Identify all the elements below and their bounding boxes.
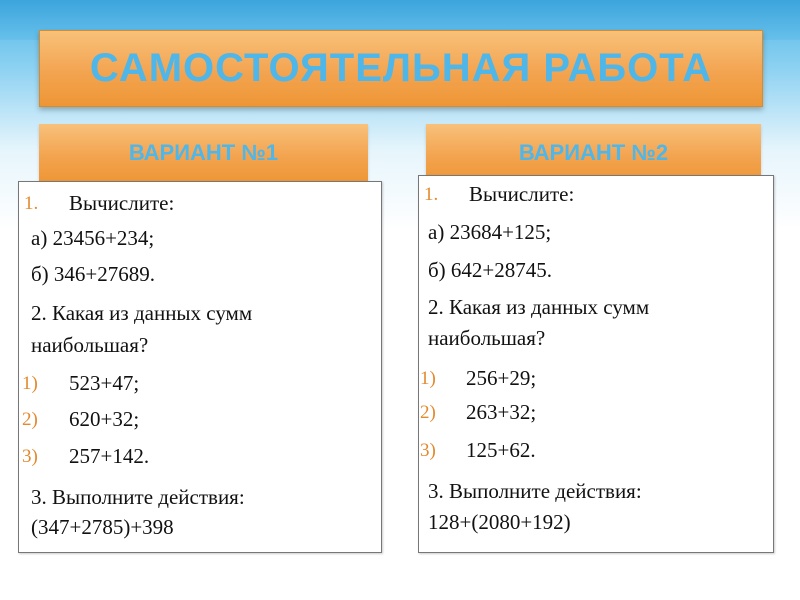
task-1-a: а) 23456+234; <box>31 226 155 250</box>
option-2-number: 2) <box>420 402 436 423</box>
task-1-b: б) 346+27689. <box>31 262 156 286</box>
task-2-question-line2: наибольшая? <box>428 326 546 350</box>
task-1-number: 1. <box>24 193 39 214</box>
option-3-number: 3) <box>420 440 436 461</box>
task-1-a: а) 23684+125; <box>428 220 552 244</box>
task-3-line2: 128+(2080+192) <box>428 510 571 534</box>
variant-2-label: ВАРИАНТ №2 <box>518 140 669 165</box>
variant-2-card <box>418 175 774 553</box>
task-3-line1: 3. Выполните действия: <box>428 479 642 503</box>
option-2-text: 620+32; <box>69 407 140 431</box>
option-1-number: 1) <box>420 368 436 389</box>
variant-1-card <box>18 181 382 553</box>
option-3-text: 125+62. <box>466 438 536 462</box>
task-1-b: б) 642+28745. <box>428 258 553 282</box>
option-3-text: 257+142. <box>69 444 150 468</box>
task-2-question-line1: 2. Какая из данных сумм <box>428 295 650 319</box>
option-1-number: 1) <box>22 373 38 394</box>
option-1-text: 523+47; <box>69 371 140 395</box>
task-1-heading: Вычислите: <box>69 191 175 215</box>
task-3-line1: 3. Выполните действия: <box>31 485 245 509</box>
task-3-line2: (347+2785)+398 <box>31 515 174 539</box>
option-2-text: 263+32; <box>466 400 537 424</box>
variant-1-header <box>39 124 368 182</box>
option-2-number: 2) <box>22 409 38 430</box>
task-2-question-line1: 2. Какая из данных сумм <box>31 301 253 325</box>
task-1-heading: Вычислите: <box>469 182 575 206</box>
page-title: САМОСТОЯТЕЛЬНАЯ РАБОТА <box>89 46 713 90</box>
option-3-number: 3) <box>22 446 38 467</box>
task-1-number: 1. <box>424 184 439 205</box>
task-2-question-line2: наибольшая? <box>31 333 149 357</box>
variant-2-header <box>426 124 761 182</box>
option-1-text: 256+29; <box>466 366 537 390</box>
title-banner <box>39 30 763 107</box>
variant-1-label: ВАРИАНТ №1 <box>128 140 279 165</box>
